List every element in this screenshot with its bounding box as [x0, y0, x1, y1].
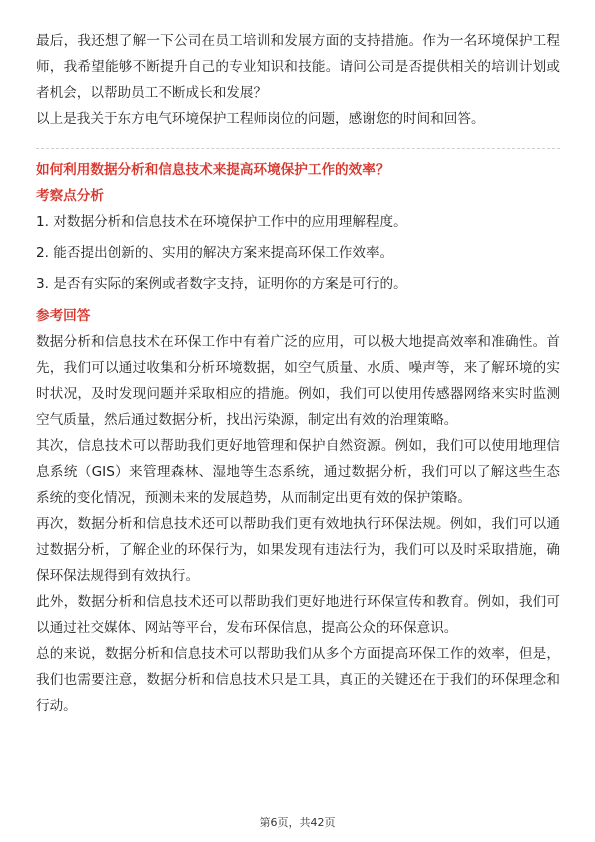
answer-paragraph: 其次，信息技术可以帮助我们更好地管理和保护自然资源。例如，我们可以使用地理信息系统（GIS）来管理森林、湿地等生态系统，通过数据分析，我们可以了解这些生态系统的变化情况，预测未来的发展趋势，从而制定出更有效的保护策略。 — [36, 438, 560, 506]
answer-heading: 参考回答 — [36, 308, 91, 324]
intro-paragraph: 最后，我还想了解一下公司在员工培训和发展方面的支持措施。作为一名环境保护工程师，我希望能够不断提升自己的专业知识和技能。请问公司是否提供相关的培训计划或者机会，以帮助员工不断成长和发展？ — [36, 33, 560, 101]
analysis-item: 1. 对数据分析和信息技术在环境保护工作中的应用理解程度。 — [36, 214, 407, 230]
question-title: 如何利用数据分析和信息技术来提高环境保护工作的效率？ — [36, 162, 390, 178]
analysis-heading: 考察点分析 — [36, 188, 104, 204]
page-footer — [0, 814, 595, 830]
answer-paragraph: 数据分析和信息技术在环保工作中有着广泛的应用，可以极大地提高效率和准确性。首先，我们可以通过收集和分析环境数据，如空气质量、水质、噪声等，来了解环境的实时状况，及时发现问题并采取相应的措施。例如，我们可以使用传感器网络来实时监测空气质量，然后通过数据分析，找出污染源，制定出有效的治理策略。 — [36, 334, 560, 428]
intro-paragraph: 以上是我关于东方电气环境保护工程师岗位的问题，感谢您的时间和回答。 — [36, 111, 485, 127]
analysis-item: 2. 能否提出创新的、实用的解决方案来提高环保工作效率。 — [36, 245, 394, 261]
page-content — [36, 28, 560, 719]
answer-paragraph: 此外，数据分析和信息技术还可以帮助我们更好地进行环保宣传和教育。例如，我们可以通过社交媒体、网站等平台，发布环保信息，提高公众的环保意识。 — [36, 594, 560, 636]
section-divider — [36, 148, 560, 149]
analysis-item: 3. 是否有实际的案例或者数字支持，证明你的方案是可行的。 — [36, 276, 407, 292]
answer-paragraph: 总的来说，数据分析和信息技术可以帮助我们从多个方面提高环保工作的效率，但是，我们也需要注意，数据分析和信息技术只是工具，真正的关键还在于我们的环保理念和行动。 — [36, 646, 560, 714]
answer-paragraph: 再次，数据分析和信息技术还可以帮助我们更有效地执行环保法规。例如，我们可以通过数据分析，了解企业的环保行为，如果发现有违法行为，我们可以及时采取措施，确保环保法规得到有效执行。 — [36, 516, 560, 584]
page-number: 第6页，共42页 — [259, 816, 336, 829]
